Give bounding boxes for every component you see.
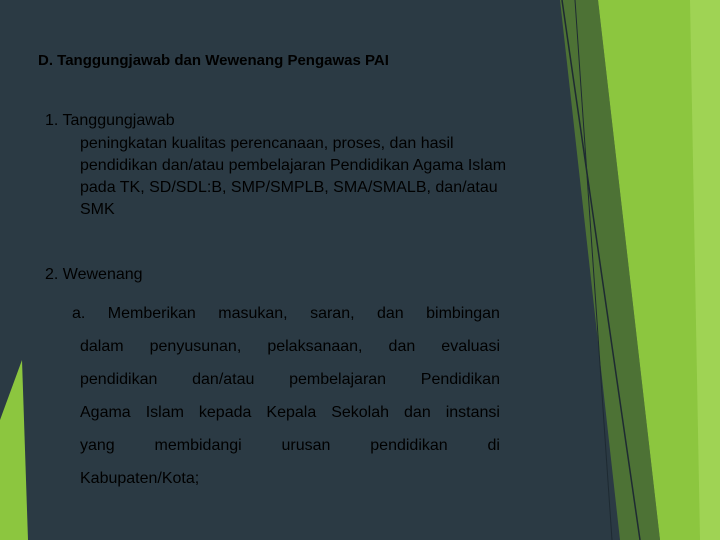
last-line: Kabupaten/Kota;: [80, 470, 200, 487]
word: pembelajaran: [289, 371, 387, 388]
section-1-heading: 1. Tanggungjawab: [45, 112, 175, 129]
word: penyusunan,: [149, 338, 242, 355]
word: saran,: [310, 305, 355, 322]
word: Islam: [145, 404, 184, 421]
word: pendidikan: [370, 437, 448, 454]
section-1-body: [80, 133, 580, 221]
word: di: [487, 437, 500, 454]
word: Agama: [80, 404, 131, 421]
word: dan/atau: [192, 371, 255, 388]
section-2-body: [72, 297, 500, 495]
word: dan: [388, 338, 416, 355]
word: pelaksanaan,: [267, 338, 363, 355]
word: masukan,: [218, 305, 288, 322]
word: dalam: [80, 338, 124, 355]
word: yang: [80, 437, 115, 454]
word: evaluasi: [441, 338, 500, 355]
green-band-left: [0, 360, 28, 540]
word: Memberikan: [107, 305, 196, 322]
justified-line: [80, 396, 500, 429]
word: membidangi: [154, 437, 242, 454]
section-2-heading: 2. Wewenang: [45, 266, 143, 283]
section-1-line: pendidikan dan/atau pembelajaran Pendidikan Agama Islam: [80, 157, 507, 174]
word: pendidikan: [80, 371, 158, 388]
word: dan: [376, 305, 404, 322]
word: Pendidikan: [420, 371, 500, 388]
section-1-line: SMK: [80, 201, 115, 218]
word: Sekolah: [331, 404, 390, 421]
word: urusan: [281, 437, 331, 454]
justified-line: [80, 363, 500, 396]
word: kepada: [198, 404, 252, 421]
section-1-line: pada TK, SD/SDL:B, SMP/SMPLB, SMA/SMALB, dan/atau: [80, 179, 498, 196]
justified-line: [72, 297, 500, 330]
word: Kepala: [266, 404, 317, 421]
word: dan: [404, 404, 431, 421]
justified-line: [80, 330, 500, 363]
slide-title: D. Tanggungjawab dan Wewenang Pengawas PAI: [38, 52, 389, 69]
word: bimbingan: [426, 305, 500, 322]
word: instansi: [445, 404, 500, 421]
justified-line: [80, 429, 500, 462]
section-1-line: peningkatan kualitas perencanaan, proses, dan hasil: [80, 135, 454, 152]
word: a.: [72, 305, 86, 322]
